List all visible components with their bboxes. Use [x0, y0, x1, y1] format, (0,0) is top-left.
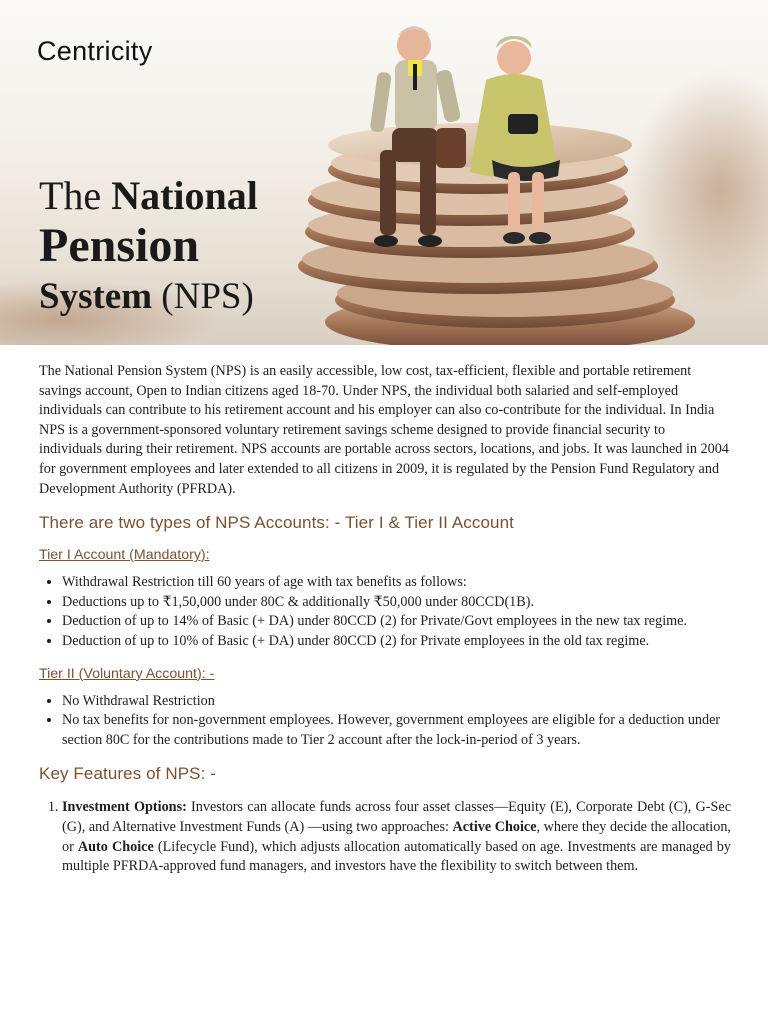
- feature-text: Investors can allocate funds across four asset classes—Equity (E), Corporate Debt (C), G-Sec (G), and Alternative Investment Funds (A) —using two approaches:: [62, 799, 731, 835]
- document-body: [39, 362, 731, 877]
- list-item: • Deduction of up to 10% of Basic (+ DA) under 80CCD (2) for Private employees in the old tax regime.: [62, 632, 731, 652]
- title-line-1: [39, 173, 258, 218]
- title-pension: Pension: [39, 219, 200, 272]
- auto-choice-term: Auto Choice: [77, 838, 154, 855]
- list-item: • Deductions up to ₹1,50,000 under 80C & additionally ₹50,000 under 80CCD(1B).: [62, 593, 731, 613]
- hero-banner: [0, 0, 768, 345]
- brand-logo-text: Centricity: [37, 36, 153, 66]
- title-line-3: [39, 278, 258, 315]
- list-item: • No tax benefits for non-government employees. However, government employees are eligible for a deduction under section 80C for the contributions made to Tier 2 account after the lock-in-period of 3 years.: [62, 711, 731, 750]
- title-the: The: [39, 173, 102, 218]
- active-choice-term: Active Choice: [452, 818, 537, 835]
- tier1-heading: Tier I Account (Mandatory):: [39, 547, 210, 564]
- account-types-heading: There are two types of NPS Accounts: - Tier I & Tier II Account: [39, 513, 514, 533]
- intro-paragraph: The National Pension System (NPS) is an easily accessible, low cost, tax-efficient, flexible and portable retirement savings account, Open to Indian citizens aged 18-70. Under NPS, the individual both salaried and self-employed individuals can contribute to his retirement account and his employer can also co-contribute for the individual. In India NPS is a government-sponsored voluntary retirement savings scheme designed to provide financial security to individuals during their retirement. NPS accounts are portable across sectors, locations, and jobs. It was launched in 2004 for government employees and later extended to all citizens in 2009, it is regulated by the Pension Fund Regulatory and Development Authority (PFRDA).: [39, 363, 729, 497]
- title-nps: (NPS): [161, 276, 254, 317]
- feature-label: Investment Options:: [62, 799, 187, 816]
- list-item: [62, 798, 731, 876]
- page-title: [39, 173, 258, 317]
- title-system: System: [39, 276, 153, 317]
- features-list: [39, 798, 731, 876]
- list-item: • Deduction of up to 14% of Basic (+ DA) under 80CCD (2) for Private/Govt employees in the new tax regime.: [62, 612, 731, 632]
- key-features-heading: Key Features of NPS: -: [39, 764, 216, 784]
- list-item: • No Withdrawal Restriction: [62, 692, 731, 712]
- tier1-list: [39, 573, 731, 651]
- tier2-heading: Tier II (Voluntary Account): -: [39, 665, 215, 682]
- feature-text: (Lifecycle Fund), which adjusts allocation automatically based on age. Investments are managed by multiple PFRDA-approved fund managers, and investors have the flexibility to switch between them.: [62, 838, 731, 875]
- list-item: • Withdrawal Restriction till 60 years of age with tax benefits as follows:: [62, 573, 731, 593]
- title-national: National: [111, 173, 258, 218]
- feature-text: , where they decide the allocation, or: [62, 818, 731, 855]
- tier2-list: [39, 692, 731, 751]
